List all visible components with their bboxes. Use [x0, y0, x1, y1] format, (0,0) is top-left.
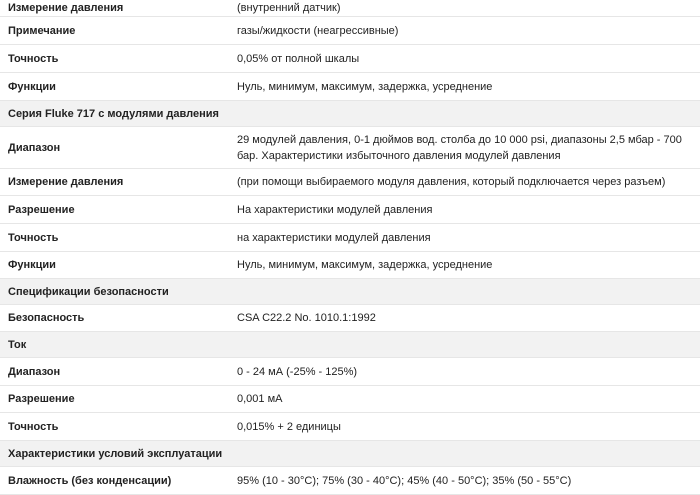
row-value: 0,001 мА	[229, 386, 700, 413]
row-value: (при помощи выбираемого модуля давления, который подключается через разъем)	[229, 169, 700, 196]
table-row	[0, 45, 700, 73]
table-row	[0, 196, 700, 224]
row-value: (внутренний датчик)	[229, 0, 700, 17]
row-label: Измерение давления	[0, 169, 229, 196]
table-row	[0, 252, 700, 279]
table-row	[0, 17, 700, 45]
row-label: Безопасность	[0, 305, 229, 332]
row-value: CSA C22.2 No. 1010.1:1992	[229, 305, 700, 332]
section-title: Ток	[0, 332, 700, 358]
section-header-row	[0, 279, 700, 305]
row-label: Точность	[0, 224, 229, 252]
table-row	[0, 169, 700, 196]
row-label: Разрешение	[0, 196, 229, 224]
row-value: 0,015% + 2 единицы	[229, 413, 700, 441]
row-label: Точность	[0, 45, 229, 73]
row-label: Измерение давления	[0, 0, 229, 17]
section-title: Спецификации безопасности	[0, 279, 700, 305]
row-value: газы/жидкости (неагрессивные)	[229, 17, 700, 45]
row-label: Функции	[0, 73, 229, 101]
row-label: Примечание	[0, 17, 229, 45]
row-value: Нуль, минимум, максимум, задержка, усреднение	[229, 252, 700, 279]
table-row	[0, 413, 700, 441]
row-value: 29 модулей давления, 0-1 дюймов вод. столба до 10 000 psi, диапазоны 2,5 мбар - 700 бар. Характеристики избыточного давления модулей давления	[229, 127, 700, 169]
row-label: Диапазон	[0, 358, 229, 386]
row-value: 0 - 24 мА (-25% - 125%)	[229, 358, 700, 386]
table-row	[0, 305, 700, 332]
section-header-row	[0, 101, 700, 127]
row-label: Функции	[0, 252, 229, 279]
table-row	[0, 467, 700, 495]
section-header-row	[0, 441, 700, 467]
table-row	[0, 73, 700, 101]
row-value: на характеристики модулей давления	[229, 224, 700, 252]
row-label: Влажность (без конденсации)	[0, 467, 229, 495]
row-label: Диапазон	[0, 127, 229, 169]
table-row	[0, 386, 700, 413]
row-value: 0,05% от полной шкалы	[229, 45, 700, 73]
section-title: Серия Fluke 717 с модулями давления	[0, 101, 700, 127]
row-value: На характеристики модулей давления	[229, 196, 700, 224]
row-value: Нуль, минимум, максимум, задержка, усреднение	[229, 73, 700, 101]
table-row	[0, 224, 700, 252]
table-row	[0, 358, 700, 386]
table-row	[0, 127, 700, 169]
row-label: Разрешение	[0, 386, 229, 413]
section-header-row	[0, 332, 700, 358]
table-row	[0, 0, 700, 17]
row-value: 95% (10 - 30°C); 75% (30 - 40°C); 45% (40 - 50°C); 35% (50 - 55°C)	[229, 467, 700, 495]
section-title: Характеристики условий эксплуатации	[0, 441, 700, 467]
row-label: Точность	[0, 413, 229, 441]
